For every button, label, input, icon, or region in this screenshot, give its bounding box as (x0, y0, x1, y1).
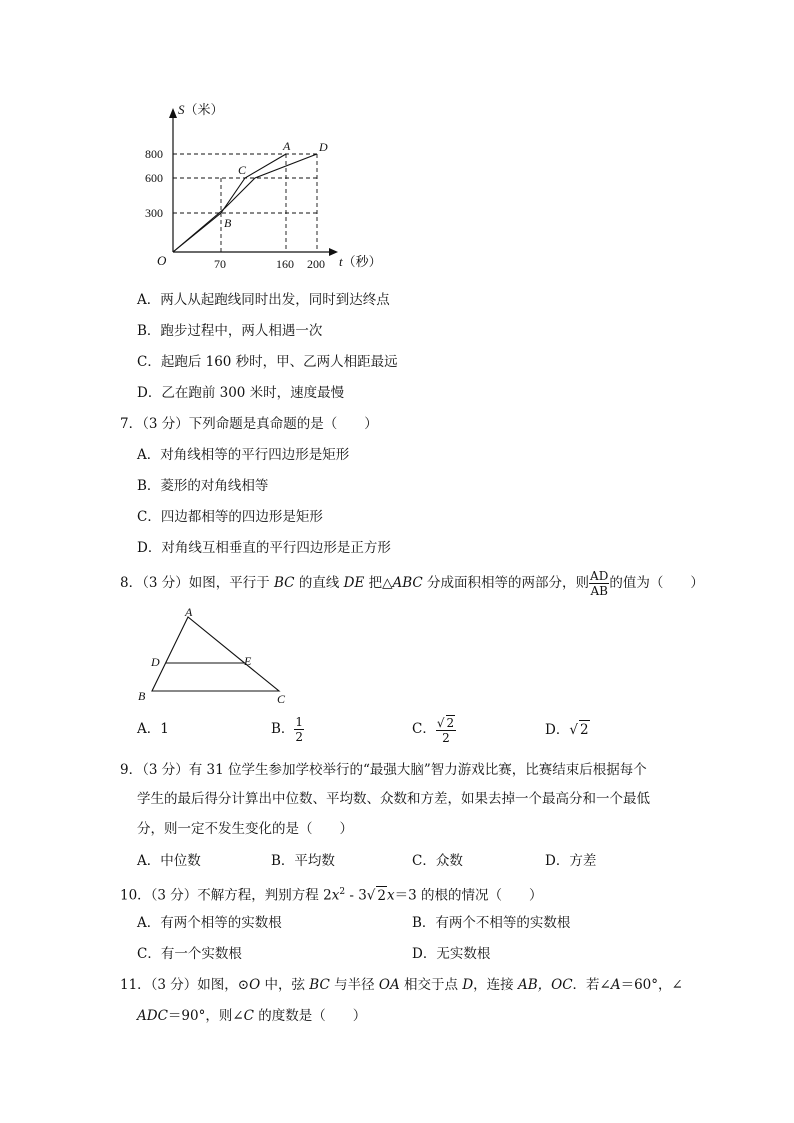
point-b-label: B (224, 216, 232, 230)
q8-stem: 8．（3 分）如图，平行于 BC 的直线 DE 把△ABC 分成面积相等的两部分，则 $\frac{AD}{AB}$ 的值为（ ） (120, 569, 704, 598)
y-tick-800: 800 (145, 147, 163, 161)
q9-line-2: 学生的最后得分计算出中位数、平均数、众数和方差，如果去掉一个最高分和一个最低 (137, 791, 650, 807)
x-tick-200: 200 (307, 257, 325, 271)
q10-option-b: B．有两个不相等的实数根 (412, 915, 571, 931)
q9-option-a: A．中位数 (137, 853, 201, 869)
x-tick-70: 70 (214, 257, 226, 271)
distance-time-graph (135, 100, 385, 275)
q8-option-b: B． $\frac{1}{2}$ (271, 715, 304, 744)
q6-option-c: C．起跑后 160 秒时，甲、乙两人相距最远 (137, 354, 398, 370)
q9-option-c: C．众数 (412, 853, 463, 869)
label-c: C (277, 692, 286, 706)
point-a-label: A (283, 139, 291, 153)
q11-line-1: 11．（3 分）如图，⊙O 中，弦 BC 与半径 OA 相交于点 D，连接 AB，OC．若∠A＝60°，∠ (120, 977, 683, 993)
triangle-abc (152, 617, 279, 691)
origin-label: O (157, 253, 167, 268)
label-a: A (185, 605, 193, 619)
y-axis-arrow (169, 108, 177, 118)
q9-line-1: 9．（3 分）有 31 位学生参加学校举行的“最强大脑”智力游戏比赛，比赛结束后根据每个 (120, 762, 647, 778)
triangle-figure (135, 605, 295, 707)
q6-option-a: A．两人从起跑线同时出发，同时到达终点 (137, 292, 390, 308)
q7-stem: 7．（3 分）下列命题是真命题的是（ ） (120, 416, 378, 432)
q8-option-c: C． $\frac{√ 2}{2}$ (412, 715, 455, 745)
point-c-label: C (238, 163, 247, 177)
q9-option-d: D．方差 (545, 853, 597, 869)
q11-line-2: ADC＝90°，则∠C 的度数是（ ） (137, 1008, 367, 1024)
q7-option-d: D．对角线互相垂直的平行四边形是正方形 (137, 540, 391, 556)
q8-fraction: $\frac{AD}{AB}$ (590, 569, 609, 598)
q8-option-d: D．√ 2 (545, 722, 589, 738)
q10-option-c: C．有一个实数根 (137, 946, 242, 962)
x-axis-label: t（秒） (339, 254, 382, 269)
label-b: B (138, 689, 146, 703)
q10-option-d: D．无实数根 (412, 946, 491, 962)
label-d: D (151, 655, 160, 669)
q10-option-a: A．有两个相等的实数根 (137, 915, 282, 931)
label-e: E (244, 654, 252, 668)
q6-option-d: D．乙在跑前 300 米时，速度最慢 (137, 385, 345, 401)
y-tick-600: 600 (145, 171, 163, 185)
q7-option-a: A．对角线相等的平行四边形是矩形 (137, 447, 350, 463)
point-d-label: D (319, 140, 328, 154)
q8-option-a: A．1 (137, 721, 169, 737)
q9-option-b: B．平均数 (271, 853, 335, 869)
x-axis-arrow (329, 248, 338, 256)
q7-option-c: C．四边都相等的四边形是矩形 (137, 509, 323, 525)
q9-line-3: 分，则一定不发生变化的是（ ） (137, 821, 353, 837)
x-tick-160: 160 (276, 257, 294, 271)
q6-option-b: B．跑步过程中，两人相遇一次 (137, 323, 323, 339)
q10-stem: 10．（3 分）不解方程，判别方程 $2x^2 - 3√$ 2x＝3 的根的情况（ ） (120, 887, 543, 904)
q7-option-b: B．菱形的对角线相等 (137, 478, 269, 494)
y-tick-300: 300 (145, 206, 163, 220)
y-axis-label: S（米） (178, 102, 224, 117)
